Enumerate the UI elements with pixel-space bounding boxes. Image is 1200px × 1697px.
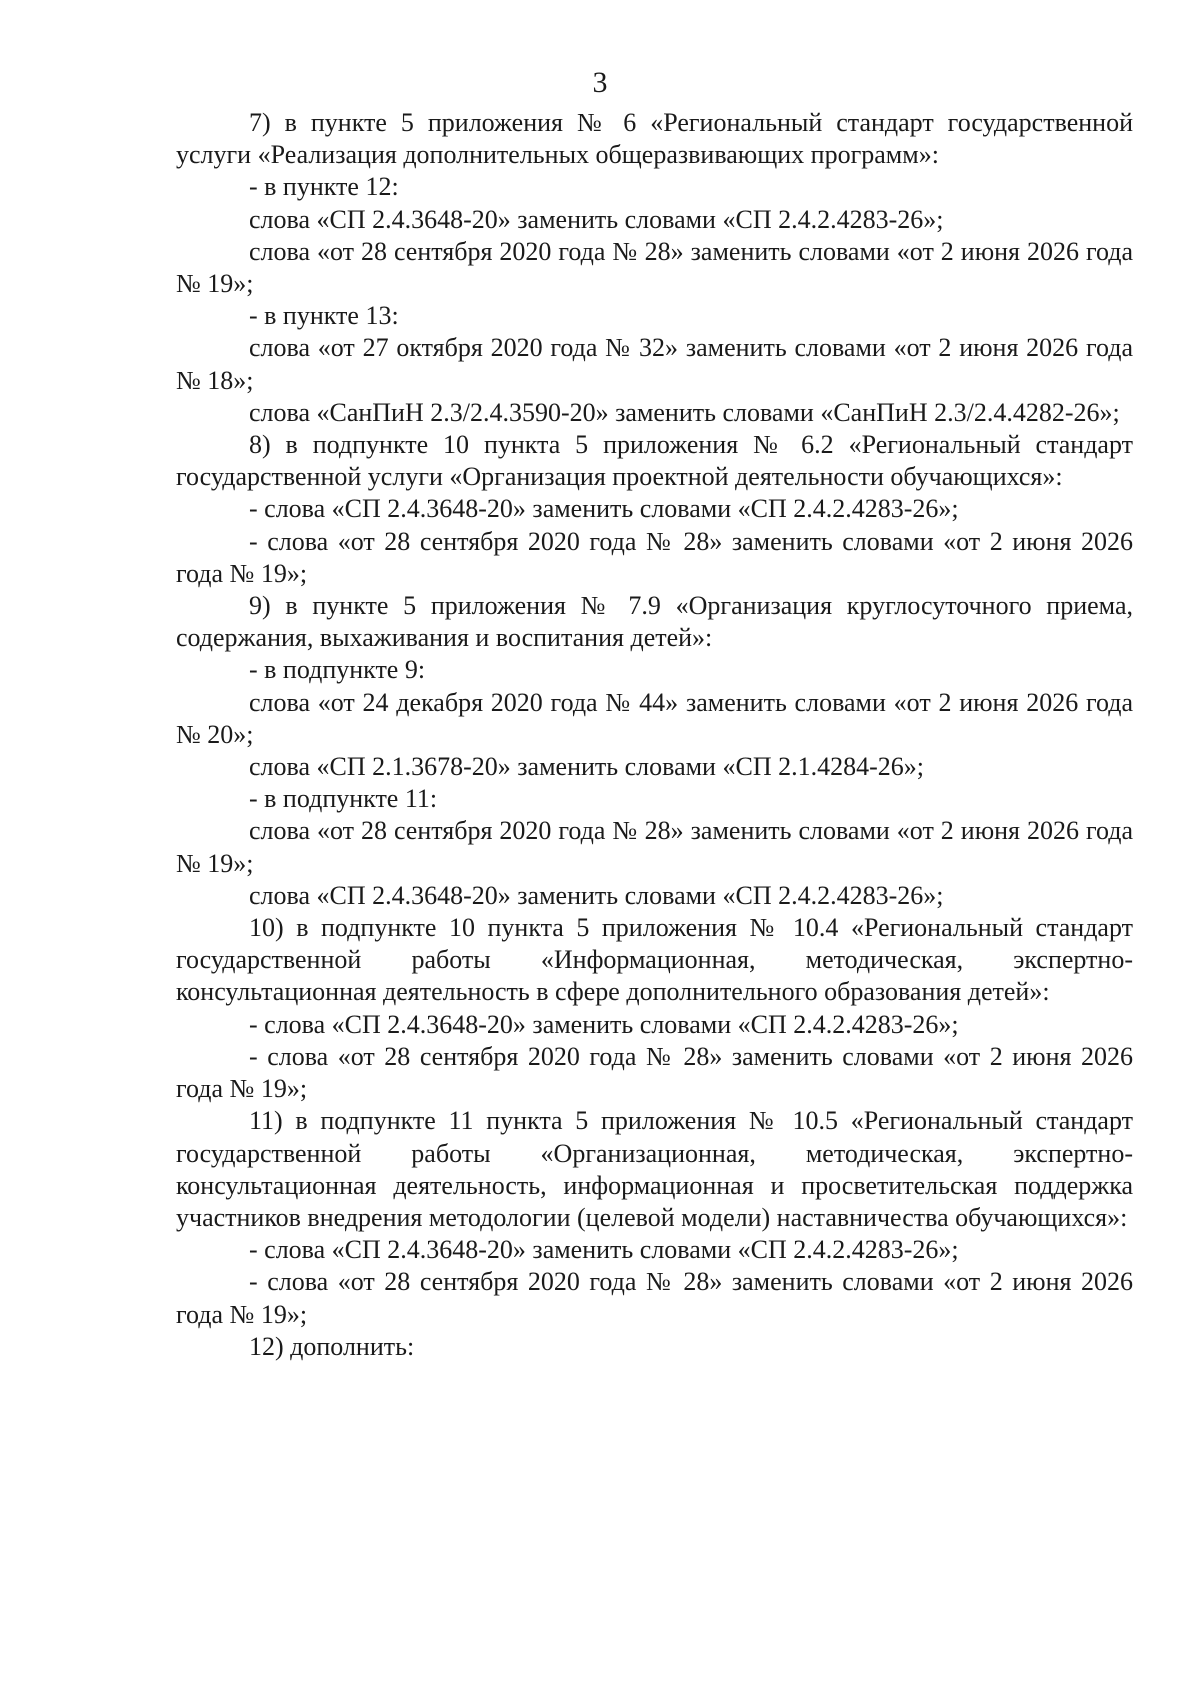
replacement-line: слова «СП 2.1.3678-20» заменить словами «СП 2.1.4284-26»; [249, 752, 924, 782]
paragraph-item-9: 9) в пункте 5 приложения № 7.9 «Организация круглосуточного приема, содержания, выхаживания и воспитания детей»: [176, 591, 1133, 653]
replacement-line: слова «СанПиН 2.3/2.4.3590-20» заменить словами «СанПиН 2.3/2.4.4282-26»; [249, 397, 1120, 427]
page-number: 3 [592, 66, 608, 99]
replacement-line: слова «от 27 октября 2020 года № 32» заменить словами «от 2 июня 2026 года № 18»; [176, 333, 1133, 395]
replacement-line: слова «от 28 сентября 2020 года № 28» заменить словами «от 2 июня 2026 года № 19»; [176, 236, 1133, 299]
paragraph-item-7: 7) в пункте 5 приложения № 6 «Региональный стандарт государственной услуги «Реализация дополнительных общеразвивающих программ»: [176, 108, 1133, 170]
replacement-line: - слова «от 28 сентября 2020 года № 28» заменить словами «от 2 июня 2026 года № 19»; [176, 1267, 1133, 1329]
replacement-line: слова «от 24 декабря 2020 года № 44» заменить словами «от 2 июня 2026 года № 20»; [176, 687, 1133, 749]
replacement-line: - слова «СП 2.4.3648-20» заменить словами «СП 2.4.2.4283-26»; [249, 1235, 959, 1265]
subitem-subpoint-11: - в подпункте 11: [249, 784, 438, 814]
document-body [176, 107, 1133, 1363]
replacement-line: - слова «от 28 сентября 2020 года № 28» заменить словами «от 2 июня 2026 года № 19»; [176, 526, 1133, 588]
subitem-subpoint-9: - в подпункте 9: [249, 655, 426, 685]
subitem-point-12: - в пункте 12: [249, 172, 399, 202]
replacement-line: слова «от 28 сентября 2020 года № 28» заменить словами «от 2 июня 2026 года № 19»; [176, 816, 1133, 878]
paragraph-item-10: 10) в подпункте 10 пункта 5 приложения № 10.4 «Региональный стандарт государственной работы «Информационная, методическая, экспертно-консультационная деятельность в сфере дополнительного образования детей»: [176, 913, 1133, 1007]
paragraph-item-12: 12) дополнить: [249, 1331, 415, 1361]
subitem-point-13: - в пункте 13: [249, 301, 399, 331]
replacement-line: - слова «СП 2.4.3648-20» заменить словами «СП 2.4.2.4283-26»; [249, 494, 959, 524]
paragraph-item-8: 8) в подпункте 10 пункта 5 приложения № 6.2 «Региональный стандарт государственной услуги «Организация проектной деятельности обучающихся»: [176, 430, 1133, 492]
replacement-line: слова «СП 2.4.3648-20» заменить словами «СП 2.4.2.4283-26»; [249, 204, 944, 234]
replacement-line: слова «СП 2.4.3648-20» заменить словами «СП 2.4.2.4283-26»; [249, 880, 944, 910]
paragraph-item-11: 11) в подпункте 11 пункта 5 приложения № 10.5 «Региональный стандарт государственной работы «Организационная, методическая, экспертно-консультационная деятельность, информационная и просветительская поддержка участников внедрения методологии (целевой модели) наставничества обучающихся»: [176, 1106, 1133, 1232]
replacement-line: - слова «СП 2.4.3648-20» заменить словами «СП 2.4.2.4283-26»; [249, 1009, 959, 1039]
replacement-line: - слова «от 28 сентября 2020 года № 28» заменить словами «от 2 июня 2026 года № 19»; [176, 1041, 1133, 1104]
